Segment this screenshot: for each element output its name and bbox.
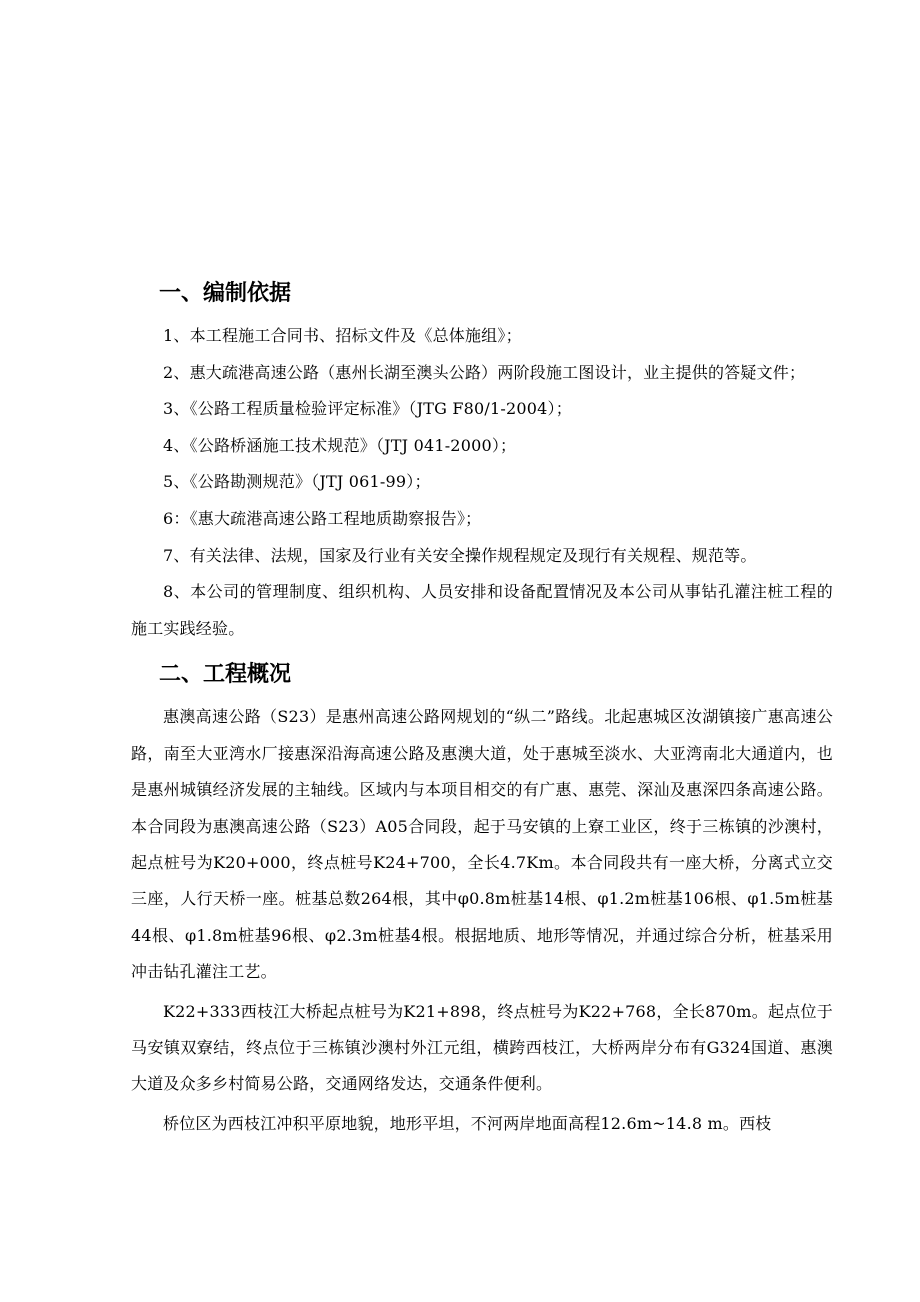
overview-paragraph: K22+333西枝江大桥起点桩号为K21+898，终点桩号为K22+768，全长870m。起点位于马安镇双寮结，终点位于三栋镇沙澳村外江元组，横跨西枝江，大桥两岸分布有G324国道、惠澳大道及众多乡村简易公路，交通网络发达，交通条件便利。 bbox=[131, 1001, 833, 1094]
reference-item: 7、有关法律、法规，国家及行业有关安全操作规程规定及现行有关规程、规范等。 bbox=[163, 545, 757, 565]
reference-item: 8、本公司的管理制度、组织机构、人员安排和设备配置情况及本公司从事钻孔灌注桩工程的施工实践经验。 bbox=[131, 582, 833, 638]
reference-item: 6：《惠大疏港高速公路工程地质勘察报告》； bbox=[163, 508, 482, 528]
reference-list bbox=[131, 318, 833, 647]
reference-item: 5、《公路勘测规范》（JTJ 061-99）； bbox=[163, 472, 431, 492]
project-overview bbox=[131, 699, 833, 1142]
reference-item: 1、本工程施工合同书、招标文件及《总体施组》； bbox=[163, 326, 522, 345]
section-1-heading: 一、编制依据 bbox=[159, 281, 292, 306]
reference-item: 2、惠大疏港高速公路（惠州长湖至澳头公路）两阶段施工图设计，业主提供的答疑文件； bbox=[163, 362, 806, 382]
document-page bbox=[131, 270, 833, 1142]
overview-paragraph: 桥位区为西枝江冲积平原地貌，地形平坦，不河两岸地面高程12.6m~14.8 m。西枝 bbox=[163, 1113, 772, 1133]
overview-paragraph: 惠澳高速公路（S23）是惠州高速公路网规划的“纵二”路线。北起惠城区汝湖镇接广惠高速公路，南至大亚湾水厂接惠深沿海高速公路及惠澳大道，处于惠城至淡水、大亚湾南北大通道内，也是惠州城镇经济发展的主轴线。区域内与本项目相交的有广惠、惠莞、深汕及惠深四条高速公路。本合同段为惠澳高速公路（S23）A05合同段，起于马安镇的上寮工业区，终于三栋镇的沙澳村，起点桩号为K20+000，终点桩号K24+700，全长4.7Km。本合同段共有一座大桥，分离式立交三座，人行天桥一座。桩基总数264根，其中φ0.8m桩基14根、φ1.2m桩基106根、φ1.5m桩基44根、φ1.8m桩基96根、φ2.3m桩基4根。根据地质、地形等情况，并通过综合分析，桩基采用冲击钻孔灌注工艺。 bbox=[131, 707, 833, 982]
section-2-heading: 二、工程概况 bbox=[159, 662, 292, 688]
reference-item: 4、《公路桥涵施工技术规范》（JTJ 041-2000）； bbox=[163, 435, 517, 455]
reference-item: 3、《公路工程质量检验评定标准》（JTG F80/1-2004）； bbox=[163, 399, 572, 419]
